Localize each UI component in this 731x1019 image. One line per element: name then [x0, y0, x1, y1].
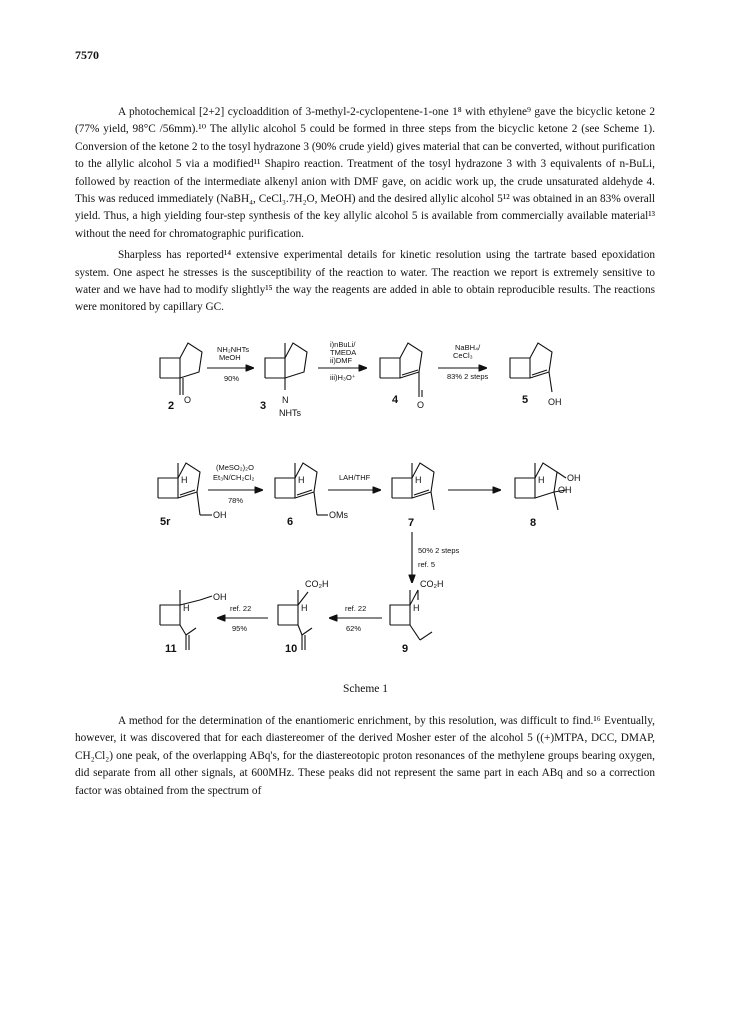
structure-7: [392, 463, 434, 510]
reagent-label: MeOH: [219, 353, 241, 362]
hydroxyl-label: OH: [558, 485, 572, 495]
compound-label-7: 7: [408, 517, 415, 529]
reagent-label: 50% 2 steps: [418, 546, 460, 555]
h-label: H: [181, 475, 188, 485]
structure-3: [265, 343, 307, 390]
reagent-label: ref. 22: [345, 604, 367, 613]
hydroxyl-label: OH: [213, 592, 227, 602]
h-label: H: [538, 475, 545, 485]
h-label: H: [298, 475, 305, 485]
compound-label-6: 6: [287, 516, 294, 528]
reagent-label: iii)H₃O⁺: [330, 373, 356, 382]
compound-label-8: 8: [530, 517, 537, 529]
reagent-label: i)nBuLi/: [330, 340, 356, 349]
mesylate-label: OMs: [329, 510, 348, 520]
paragraph: Sharpless has reported¹⁴ extensive experimental details for kinetic resolution using the tartrate based epoxidation system. One aspect he stresses is the susceptibility of the reaction to water. The reaction we report is extremely sensitive to water and we have had to modify slightly¹⁵ the way the reagents are added in able to obtain reproducible results. The reactions were monitored by capillary GC.: [75, 249, 655, 314]
scheme-caption: Scheme 1: [342, 683, 389, 695]
reagent-label: (MeSO₂)₂O: [216, 463, 254, 472]
hydroxyl-label: OH: [548, 397, 562, 407]
page-number: 7570: [75, 48, 99, 62]
compound-label-3: 3: [260, 400, 267, 412]
carboxylic-acid-label: CO₂H: [305, 579, 329, 589]
reagent-label: 78%: [228, 496, 244, 505]
compound-label-2: 2: [168, 400, 175, 412]
h-label: H: [413, 603, 420, 613]
nhts-label: NHTs: [279, 408, 301, 418]
structure-6: [275, 463, 328, 515]
reagent-label: Et₃N/CH₂Cl₂: [213, 473, 255, 482]
reagent-label: ref. 22: [230, 604, 252, 613]
structure-10: [278, 590, 312, 650]
structure-5: [510, 343, 552, 392]
reagent-label: 62%: [346, 624, 362, 633]
reagent-label: TMEDA: [330, 348, 357, 357]
carboxylic-acid-label: CO₂H: [420, 579, 444, 589]
reagent-label: 95%: [232, 624, 248, 633]
structure-9: [390, 590, 432, 640]
body-text-bottom: [75, 713, 655, 804]
h-label: H: [183, 603, 190, 613]
structure-2: [160, 343, 202, 395]
reagent-label: NaBH₄/: [455, 343, 481, 352]
compound-label-4: 4: [392, 394, 399, 406]
structure-11: [160, 590, 212, 650]
oxygen-label: O: [184, 395, 192, 405]
structure-5r: [158, 463, 212, 515]
reagent-label: ii)DMF: [330, 356, 353, 365]
reagent-label: 90%: [224, 374, 240, 383]
reagent-label: ref. 5: [418, 560, 436, 569]
compound-label-11: 11: [165, 643, 177, 655]
oxygen-label: O: [417, 400, 425, 410]
compound-label-5: 5: [522, 394, 529, 406]
paragraph: A photochemical [2+2] cycloaddition of 3-methyl-2-cyclopentene-1-one 1⁸ with ethylene⁹ gave the bicyclic ketone 2 (77% yield, 98°C /56mm).¹⁰ The allylic alcohol 5 could be formed in three steps from the bicyclic ketone 2 (see Scheme 1). Conversion of the ketone 2 to the tosyl hydrazone 3 (90% crude yield) gives material that can be converted, without purification to the allylic alcohol 5 via a modified¹¹ Shapiro reaction. Treatment of the tosyl hydrazone 3 with 3 equivalents of n-BuLi, followed by reaction of the intermediate alkenyl anion with DMF gave, on acidic work up, the crude unsaturated aldehyde 4. This was reduced immediately (NaBH₄, CeCl₃.7H₂O, MeOH) and the desired allylic alcohol 5¹² was obtained in an 83% overall yield. Thus, a high yielding four-step synthesis of the key allylic alcohol 5 is available from commercially available material¹³ without the need for chromatographic purification.: [75, 106, 655, 240]
reagent-label: NH₂NHTs: [217, 345, 250, 354]
paragraph: A method for the determination of the enantiomeric enrichment, by this resolution, was difficult to find.¹⁶ Eventually, however, it was discovered that for each diastereomer of the derived Mosher ester of the alcohol 5 ((+)MTPA, DCC, DMAP, CH₂Cl₂) one peak, of the overlapping ABq's, for the diastereotopic proton resonances of the methylene groups bearing oxygen, did separate from all other signals, at 600MHz. These peaks did not represent the same part in each ABq and so a correction factor was obtained from the spectrum of: [75, 715, 655, 797]
compound-label-10: 10: [285, 643, 298, 655]
h-label: H: [301, 603, 308, 613]
reagent-label: LAH/THF: [339, 473, 371, 482]
reagent-label: CeCl₃: [453, 351, 473, 360]
reagent-label: 83% 2 steps: [447, 372, 489, 381]
h-label: H: [415, 475, 422, 485]
hydroxyl-label: OH: [567, 473, 581, 483]
nitrogen-label: N: [282, 395, 289, 405]
compound-label-5r: 5r: [160, 516, 171, 528]
compound-label-9: 9: [402, 643, 409, 655]
hydroxyl-label: OH: [213, 510, 227, 520]
structure-4: [380, 343, 422, 397]
